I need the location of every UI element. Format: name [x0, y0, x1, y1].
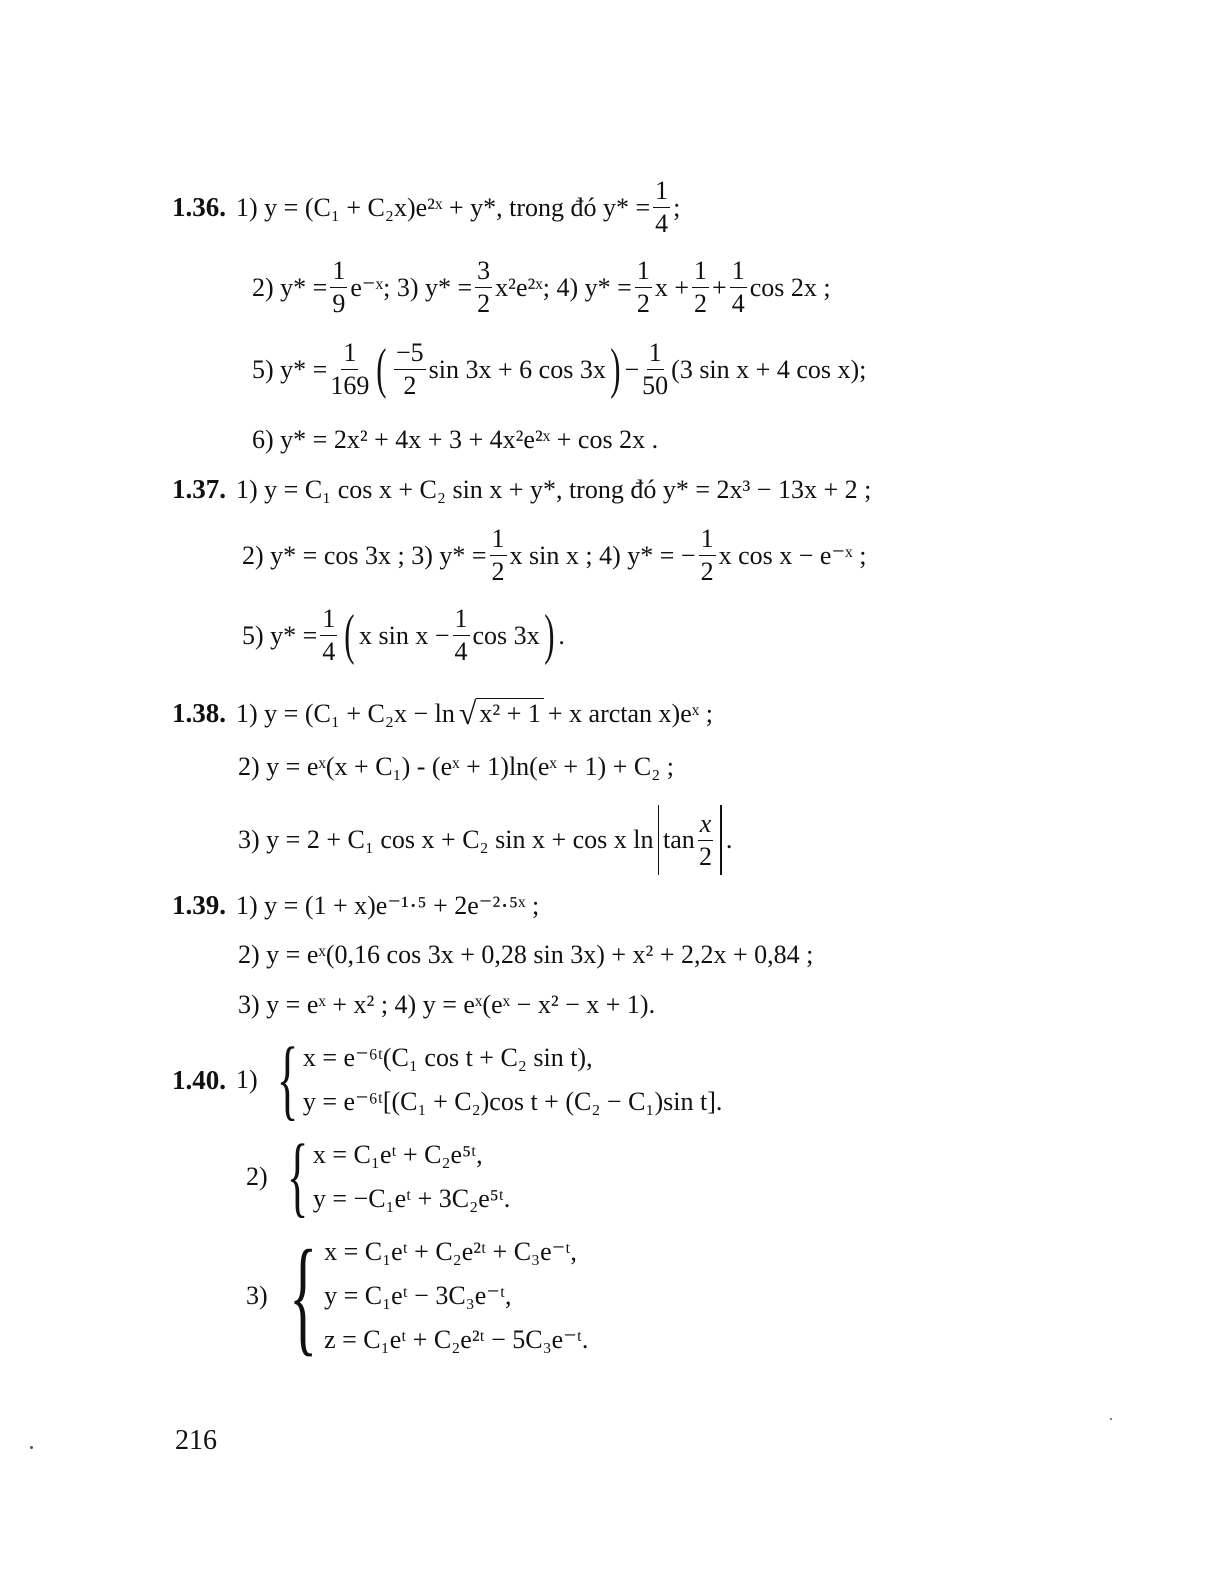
exercise-1-38-line-3: 3) y = 2 + C₁ cos x + C₂ sin x + cos x ln tan $\frac{x}{2}$ .: [238, 805, 732, 875]
right-paren: ): [610, 338, 621, 401]
exercise-1-36-line-4: 6) y* = 2x² + 4x + 3 + 4x²e²ˣ + cos 2x .: [252, 425, 659, 454]
exercise-1-37-line-1: 1.37. 1) y = C₁ cos x + C₂ sin x + y*, trong đó y* = 2x³ − 13x + 2 ;: [172, 474, 872, 504]
scan-speck: [30, 1446, 33, 1449]
fraction: $\frac{1}{2}$: [491, 524, 505, 586]
exercise-1-37-line-3: 5) y* = $\frac{1}{4}$ ( x sin x − $\frac{1}{4}$ cos 3x ) .: [242, 604, 565, 667]
exercise-1-38-line-2: 2) y = eˣ(x + C₁) - (eˣ + 1)ln(eˣ + 1) + C₂ ;: [238, 752, 675, 781]
exercise-label: 1.39.: [172, 890, 226, 920]
right-paren: ): [543, 604, 555, 667]
exercise-1-39-line-2: 2) y = eˣ(0,16 cos 3x + 0,28 sin 3x) + x² + 2,2x + 0,84 ;: [238, 940, 814, 969]
exercise-1-39-line-1: 1.39. 1) y = (1 + x)e⁻¹·⁵ + 2e⁻²·⁵ˣ ;: [172, 890, 540, 920]
left-paren: (: [376, 338, 387, 401]
exercise-1-38-line-1: 1.38. 1) y = (C₁ + C₂x − ln √ x² + 1 + x arctan x)eˣ ;: [172, 695, 713, 731]
exercise-1-40-system-1: 1.40. 1) { x = e⁻⁶ᵗ(C₁ cos t + C₂ sin t), y = e⁻⁶ᵗ[(C₁ + C₂)cos t + (C₂ − C₁)sin t].: [172, 1030, 723, 1129]
system-rows: x = e⁻⁶ᵗ(C₁ cos t + C₂ sin t), y = e⁻⁶ᵗ[(C₁ + C₂)cos t + (C₂ − C₁)sin t].: [302, 1042, 723, 1116]
fraction: $\frac{x}{2}$: [699, 808, 713, 871]
exercise-1-37-line-2: 2) y* = cos 3x ; 3) y* = $\frac{1}{2}$ x sin x ; 4) y* = − $\frac{1}{2}$ x cos x − e⁻ˣ ;: [242, 524, 867, 586]
exercise-1-36-line-1: 1.36. 1) y = (C₁ + C₂x)e²ˣ + y*, trong đó y* = $\frac{1}{4}$ ;: [172, 176, 681, 238]
fraction: $\frac{1}{4}$: [454, 604, 468, 666]
exercise-1-36-line-2: 2) y* = $\frac{1}{9}$ e⁻ˣ; 3) y* = $\frac{3}{2}$ x²e²ˣ; 4) y* = $\frac{1}{2}$ x + $\frac{1}{2}$ + $\frac{1}{4}$ cos 2x ;: [252, 256, 831, 318]
exercise-label: 1.40.: [172, 1064, 226, 1095]
exercise-1-39-line-3: 3) y = eˣ + x² ; 4) y = eˣ(eˣ − x² − x + 1).: [238, 990, 656, 1019]
fraction: $\frac{1}{50}$: [642, 338, 669, 400]
brace: {: [286, 1127, 309, 1226]
exercise-label: 1.36.: [172, 192, 226, 222]
abs-bar: [720, 805, 722, 875]
left-paren: (: [344, 604, 355, 667]
exercise-1-40-system-3: 3) { x = C₁eᵗ + C₂e²ᵗ + C₃e⁻ᵗ, y = C₁eᵗ − 3C₃e⁻ᵗ, z = C₁eᵗ + C₂e²ᵗ − 5C₃e⁻ᵗ.: [246, 1224, 589, 1369]
fraction: $\frac{1}{2}$: [636, 256, 650, 318]
sqrt-sign: √: [458, 695, 477, 731]
fraction: $\frac{1}{9}$: [332, 256, 346, 318]
brace: {: [288, 1224, 317, 1369]
page-number: 216: [175, 1425, 217, 1456]
brace: {: [276, 1030, 299, 1129]
system-rows: x = C₁eᵗ + C₂e⁵ᵗ, y = −C₁eᵗ + 3C₂e⁵ᵗ.: [312, 1139, 511, 1213]
formula: 1) y = (C₁ + C₂x)e²ˣ + y*, trong đó y* =: [236, 192, 651, 222]
fraction: $\frac{1}{4}$: [655, 176, 669, 238]
fraction: $\frac{1}{169}$: [330, 338, 370, 400]
exercise-label: 1.37.: [172, 474, 226, 504]
abs-bar: [658, 805, 660, 875]
fraction: $\frac{3}{2}$: [477, 256, 491, 318]
fraction: $\frac{-5}{2}$: [395, 338, 424, 400]
exercise-1-36-line-3: 5) y* = $\frac{1}{169}$ ( $\frac{-5}{2}$ sin 3x + 6 cos 3x ) − $\frac{1}{50}$ (3 sin x + 4 cos x);: [252, 338, 867, 401]
fraction: $\frac{1}{2}$: [700, 524, 714, 586]
fraction: $\frac{1}{4}$: [322, 604, 336, 666]
exercise-label: 1.38.: [172, 698, 226, 728]
exercise-1-40-system-2: 2) { x = C₁eᵗ + C₂e⁵ᵗ, y = −C₁eᵗ + 3C₂e⁵ᵗ.: [246, 1127, 511, 1226]
fraction: $\frac{1}{2}$: [694, 256, 708, 318]
system-rows: x = C₁eᵗ + C₂e²ᵗ + C₃e⁻ᵗ, y = C₁eᵗ − 3C₃e⁻ᵗ, z = C₁eᵗ + C₂e²ᵗ − 5C₃e⁻ᵗ.: [324, 1237, 589, 1355]
fraction: $\frac{1}{4}$: [731, 256, 745, 318]
scan-speck: [1110, 1418, 1112, 1420]
sqrt-radicand: x² + 1: [476, 698, 543, 729]
